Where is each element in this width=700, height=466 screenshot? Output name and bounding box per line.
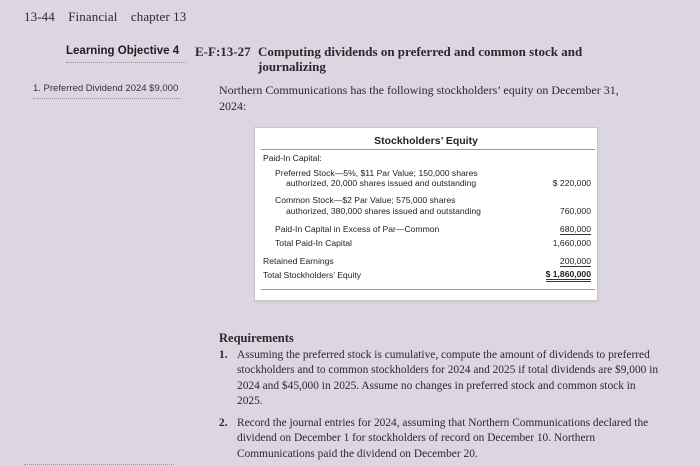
section-name: Financial — [68, 9, 118, 24]
table-title-rule — [261, 149, 595, 150]
total-equity-label: Total Stockholders’ Equity — [263, 270, 362, 280]
answer-note-divider — [33, 98, 181, 99]
excess-par-label: Paid-In Capital in Excess of Par—Common — [275, 224, 440, 234]
exercise-code: E-F:13-27 — [195, 44, 251, 59]
total-paid-in-label: Total Paid-In Capital — [275, 238, 352, 248]
bottom-divider — [24, 464, 174, 465]
retained-earnings-value: 200,000 — [559, 256, 591, 266]
requirement-number: 1. — [219, 349, 228, 361]
excess-par-value: 680,000 — [559, 224, 591, 234]
exercise-intro: Northern Communications has the following stockholders’ equity on December 31, 2024: — [219, 83, 619, 113]
page-number: 13-44 — [24, 9, 55, 24]
common-stock-line2: authorized, 380,000 shares issued and outstanding — [286, 206, 481, 216]
common-stock-value: 760,000 — [559, 206, 591, 216]
table-bottom-rule — [261, 289, 595, 290]
page-header — [24, 9, 196, 25]
requirement-text: Record the journal entries for 2024, assuming that Northern Communications declared the dividend on December 1 for stockholders of record on December 10. Northern Communications paid the dividend on December 20. — [237, 417, 649, 460]
retained-earnings-label: Retained Earnings — [263, 256, 334, 266]
requirement-number: 2. — [219, 417, 228, 429]
table-title: Stockholders’ Equity — [374, 135, 478, 147]
requirement-text: Assuming the preferred stock is cumulative, compute the amount of dividends to preferred stockholders and to common stockholders for 2024 and 2025 if total dividends are $9,000 in 2024 and $45,000 in 2025. Assume no changes in preferred stock and common stock in 2025. — [237, 349, 659, 408]
chapter-name: chapter 13 — [130, 9, 187, 24]
total-paid-in-value: 1,660,000 — [552, 238, 591, 248]
preferred-stock-line1: Preferred Stock—5%, $11 Par Value; 150,000 shares — [275, 168, 478, 178]
preferred-stock-value: $ 220,000 — [552, 178, 591, 188]
exercise-title: Computing dividends on preferred and common stock and journalizing — [258, 44, 583, 74]
total-equity-value: $ 1,860,000 — [546, 269, 591, 282]
learning-objective-label: Learning Objective 4 — [66, 45, 180, 57]
preferred-stock-line2: authorized, 20,000 shares issued and outstanding — [286, 178, 477, 188]
common-stock-line1: Common Stock—$2 Par Value; 575,000 shares — [275, 195, 456, 205]
requirements-title: Requirements — [219, 331, 294, 345]
paid-in-capital-label: Paid-In Capital: — [263, 153, 322, 163]
learning-objective-divider — [66, 62, 186, 63]
answer-note: 1. Preferred Dividend 2024 $9,000 — [33, 83, 179, 94]
stockholders-equity-table — [254, 127, 598, 301]
